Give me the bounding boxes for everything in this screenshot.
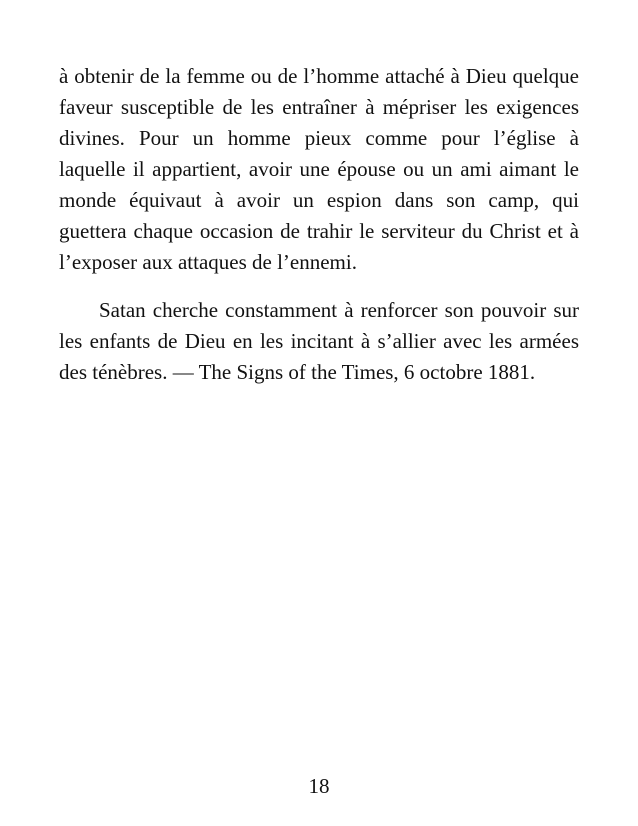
paragraph-continuation: à obtenir de la femme ou de l’homme attaché à Dieu quelque faveur susceptible de les entraîner à mépriser les exigences divines. Pour un homme pieux comme pour l’église à laquelle il appartient, avoir une épouse ou un ami aimant le monde équivaut à avoir un espion dans son camp, qui guettera chaque occasion de trahir le serviteur du Christ et à l’exposer aux attaques de l’ennemi. <box>59 64 579 274</box>
page-number: 18 <box>308 774 330 798</box>
body-text <box>59 61 579 388</box>
paragraph-satan: Satan cherche constamment à renforcer son pouvoir sur les enfants de Dieu en les incitant à s’allier avec les armées des ténèbres. — The Signs of the Times, 6 octobre 1881. <box>59 298 579 384</box>
